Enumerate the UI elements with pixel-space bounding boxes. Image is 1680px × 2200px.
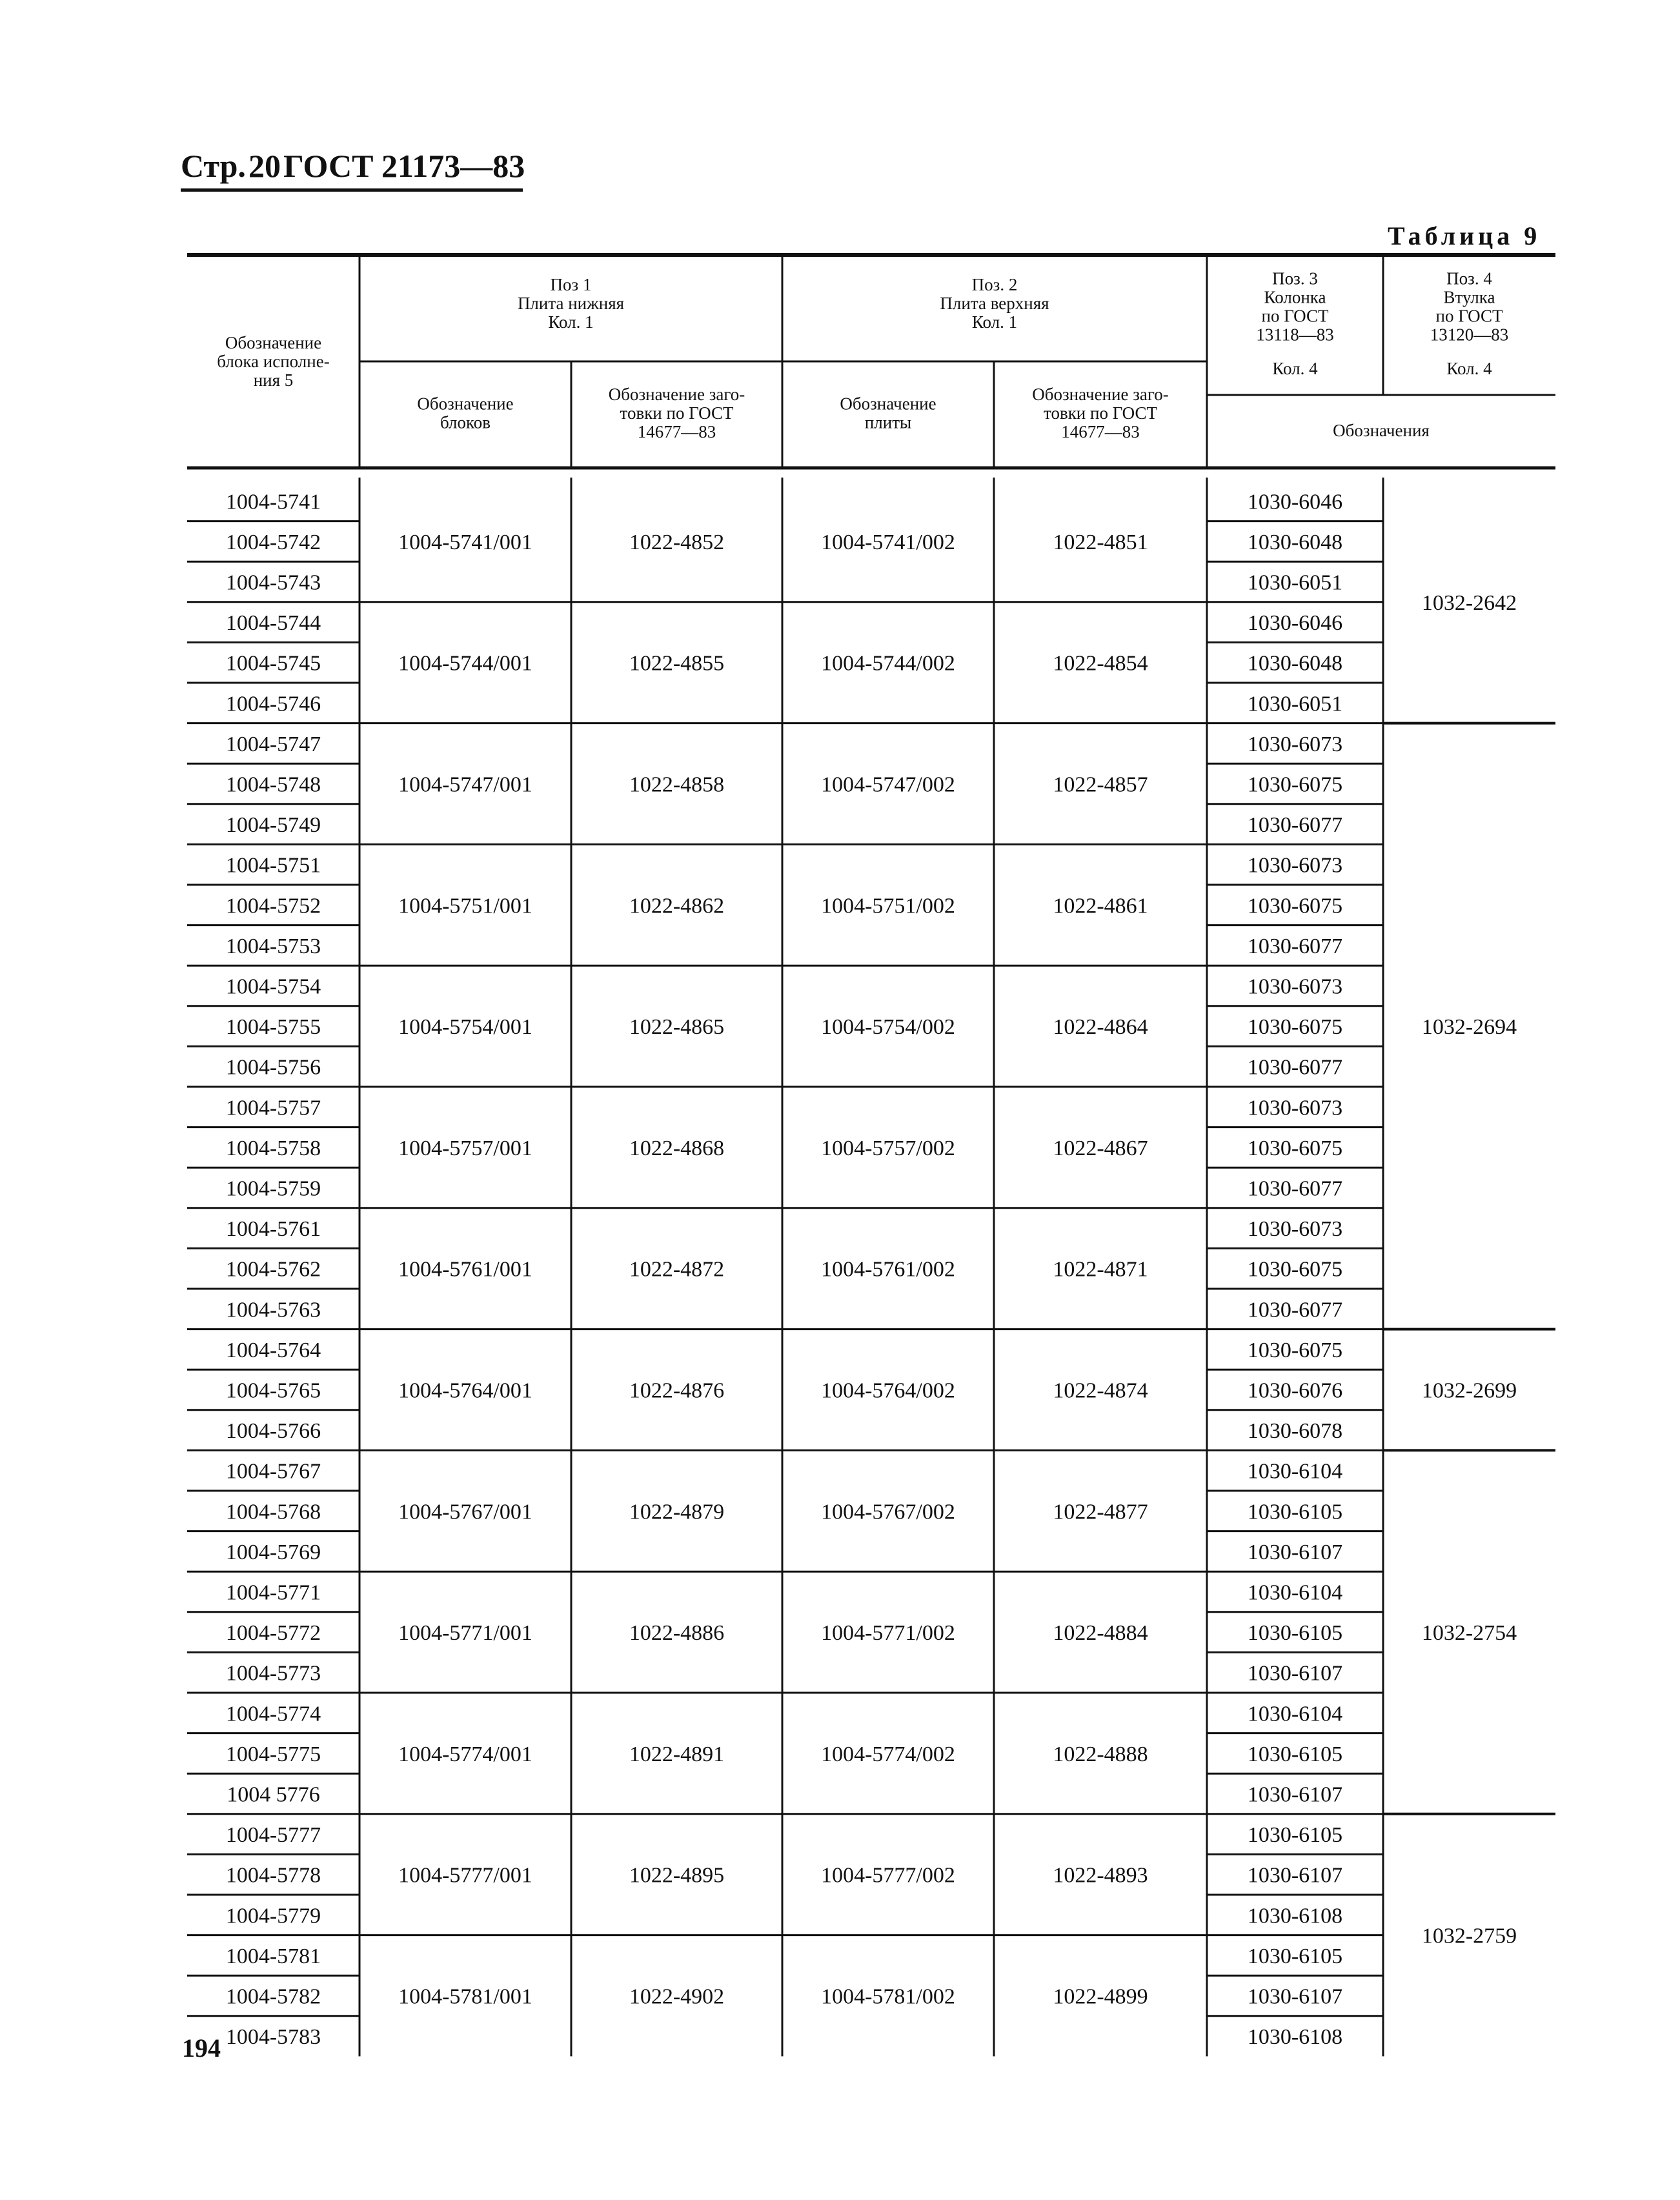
page-num-inline: 20 xyxy=(248,148,281,184)
column-designation: 1030-6051 xyxy=(1247,570,1343,595)
block-designation: 1004-5772 xyxy=(225,1621,321,1646)
blank1-designation: 1022-4872 xyxy=(629,1257,725,1282)
column-designation: 1030-6075 xyxy=(1247,1136,1343,1160)
block-designation: 1004-5755 xyxy=(225,1015,321,1040)
column-designation: 1030-6105 xyxy=(1247,1823,1343,1848)
plate-designation: 1004-5774/002 xyxy=(821,1742,955,1766)
block-designation: 1004-5742 xyxy=(225,530,321,554)
header-pos2: Кол. 1 xyxy=(971,312,1018,332)
blocks-designation: 1004-5761/001 xyxy=(398,1257,532,1282)
block-designation: 1004-5781 xyxy=(225,1944,321,1968)
column-designation: 1030-6107 xyxy=(1247,1782,1343,1807)
block-designation: 1004-5761 xyxy=(225,1217,321,1242)
header-pos1: Кол. 1 xyxy=(548,312,594,332)
header-pos2: Поз. 2 xyxy=(971,275,1018,294)
block-designation: 1004-5783 xyxy=(225,2025,321,2050)
plate-designation: 1004-5761/002 xyxy=(821,1257,955,1282)
header-blank2: товки по ГОСТ xyxy=(1044,403,1157,423)
column-designation: 1030-6073 xyxy=(1247,853,1343,878)
blank2-designation: 1022-4867 xyxy=(1053,1136,1148,1160)
block-designation: 1004-5756 xyxy=(225,1055,321,1080)
blocks-designation: 1004-5777/001 xyxy=(398,1863,532,1888)
block-designation: 1004-5763 xyxy=(225,1298,321,1322)
plate-designation: 1004-5777/002 xyxy=(821,1863,955,1888)
column-designation: 1030-6077 xyxy=(1247,1055,1343,1080)
blocks-designation: 1004-5751/001 xyxy=(398,894,532,918)
header-blank2: 14677—83 xyxy=(1061,422,1140,441)
block-designation: 1004-5774 xyxy=(225,1702,321,1726)
header-blank2: Обозначение заго- xyxy=(1032,385,1169,404)
blank2-designation: 1022-4854 xyxy=(1053,651,1148,676)
column-designation: 1030-6105 xyxy=(1247,1742,1343,1766)
blank1-designation: 1022-4855 xyxy=(629,651,725,676)
header-pos3: Поз. 3 xyxy=(1272,268,1318,288)
plate-designation: 1004-5781/002 xyxy=(821,1984,955,2009)
column-designation: 1030-6104 xyxy=(1247,1702,1343,1726)
block-designation: 1004-5778 xyxy=(225,1863,321,1888)
block-designation: 1004-5771 xyxy=(225,1580,321,1605)
header-blocks: блоков xyxy=(440,412,491,432)
plate-designation: 1004-5751/002 xyxy=(821,894,955,918)
page-prefix: Стр. xyxy=(181,148,246,184)
bushing-designation: 1032-2699 xyxy=(1421,1378,1517,1403)
column-designation: 1030-6107 xyxy=(1247,1863,1343,1888)
block-designation: 1004-5748 xyxy=(225,772,321,797)
block-designation: 1004-5754 xyxy=(225,974,321,999)
blank1-designation: 1022-4902 xyxy=(629,1984,725,2009)
block-designation: 1004-5768 xyxy=(225,1500,321,1524)
column-designation: 1030-6051 xyxy=(1247,692,1343,716)
blank1-designation: 1022-4895 xyxy=(629,1863,725,1888)
column-designation: 1030-6105 xyxy=(1247,1500,1343,1524)
block-designation: 1004-5765 xyxy=(225,1378,321,1403)
blank1-designation: 1022-4886 xyxy=(629,1621,725,1646)
column-designation: 1030-6078 xyxy=(1247,1419,1343,1444)
bushing-designation: 1032-2759 xyxy=(1421,1924,1517,1948)
plate-designation: 1004-5767/002 xyxy=(821,1500,955,1524)
column-designation: 1030-6046 xyxy=(1247,611,1343,636)
column-designation: 1030-6075 xyxy=(1247,1015,1343,1040)
block-designation: 1004-5764 xyxy=(225,1338,321,1362)
header-plate: плиты xyxy=(864,412,912,432)
column-designation: 1030-6075 xyxy=(1247,1338,1343,1362)
header-pos4: 13120—83 xyxy=(1430,325,1509,345)
plate-designation: 1004-5741/002 xyxy=(821,530,955,554)
blank1-designation: 1022-4858 xyxy=(629,772,725,797)
header-pos4: Поз. 4 xyxy=(1446,268,1492,288)
block-designation: 1004-5751 xyxy=(225,853,321,878)
column-designation: 1030-6108 xyxy=(1247,1904,1343,1928)
column-designation: 1030-6105 xyxy=(1247,1621,1343,1646)
block-designation: 1004-5759 xyxy=(225,1176,321,1201)
header-pos4: по ГОСТ xyxy=(1435,306,1503,326)
blank2-designation: 1022-4851 xyxy=(1053,530,1148,554)
blocks-designation: 1004-5757/001 xyxy=(398,1136,532,1160)
header-blocks: Обозначение xyxy=(417,394,514,414)
block-designation: 1004-5769 xyxy=(225,1540,321,1564)
header-pos3: 13118—83 xyxy=(1256,325,1334,345)
header-pos3: по ГОСТ xyxy=(1261,306,1329,326)
column-designation: 1030-6073 xyxy=(1247,974,1343,999)
block-designation: 1004-5762 xyxy=(225,1257,321,1282)
column-designation: 1030-6075 xyxy=(1247,772,1343,797)
column-designation: 1030-6077 xyxy=(1247,934,1343,958)
block-designation: 1004-5779 xyxy=(225,1904,321,1928)
blocks-designation: 1004-5744/001 xyxy=(398,651,532,676)
block-designation: 1004-5743 xyxy=(225,570,321,595)
header-block-designation: ния 5 xyxy=(253,370,294,390)
plate-designation: 1004-5744/002 xyxy=(821,651,955,676)
blocks-designation: 1004-5764/001 xyxy=(398,1378,532,1403)
header-pos3: Колонка xyxy=(1264,287,1326,307)
header-blank1: Обозначение заго- xyxy=(608,385,745,404)
header-block-designation: блока исполне- xyxy=(217,352,330,371)
column-designation: 1030-6073 xyxy=(1247,1217,1343,1242)
standard-number: ГОСТ 21173—83 xyxy=(283,148,525,184)
bushing-designation: 1032-2642 xyxy=(1421,590,1517,615)
column-designation: 1030-6077 xyxy=(1247,1298,1343,1322)
block-designation: 1004-5744 xyxy=(225,611,321,636)
page-number: 194 xyxy=(182,2033,221,2063)
blank2-designation: 1022-4857 xyxy=(1053,772,1148,797)
header-block-designation: Обозначение xyxy=(225,333,322,352)
column-designation: 1030-6075 xyxy=(1247,894,1343,918)
bushing-designation: 1032-2754 xyxy=(1421,1621,1517,1646)
blank1-designation: 1022-4865 xyxy=(629,1015,725,1040)
table-label: Таблица 9 xyxy=(1388,221,1541,250)
header-pos4-qty: Кол. 4 xyxy=(1446,359,1492,378)
block-designation: 1004-5782 xyxy=(225,1984,321,2009)
block-designation: 1004-5746 xyxy=(225,692,321,716)
block-designation: 1004-5757 xyxy=(225,1096,321,1120)
header-blank1: 14677—83 xyxy=(637,422,716,441)
column-designation: 1030-6104 xyxy=(1247,1580,1343,1605)
block-designation: 1004-5752 xyxy=(225,894,321,918)
blocks-designation: 1004-5781/001 xyxy=(398,1984,532,2009)
blank1-designation: 1022-4852 xyxy=(629,530,725,554)
block-designation: 1004-5767 xyxy=(225,1459,321,1484)
column-designation: 1030-6107 xyxy=(1247,1540,1343,1564)
column-designation: 1030-6107 xyxy=(1247,1984,1343,2009)
blocks-designation: 1004-5774/001 xyxy=(398,1742,532,1766)
block-designation: 1004-5747 xyxy=(225,732,321,756)
blank2-designation: 1022-4884 xyxy=(1053,1621,1148,1646)
blank1-designation: 1022-4862 xyxy=(629,894,725,918)
block-designation: 1004-5773 xyxy=(225,1661,321,1686)
column-designation: 1030-6048 xyxy=(1247,651,1343,676)
column-designation: 1030-6073 xyxy=(1247,732,1343,756)
column-designation: 1030-6107 xyxy=(1247,1661,1343,1686)
block-designation: 1004-5766 xyxy=(225,1419,321,1444)
blank2-designation: 1022-4874 xyxy=(1053,1378,1148,1403)
plate-designation: 1004-5764/002 xyxy=(821,1378,955,1403)
blank1-designation: 1022-4891 xyxy=(629,1742,725,1766)
header-pos3-qty: Кол. 4 xyxy=(1272,359,1318,378)
column-designation: 1030-6073 xyxy=(1247,1096,1343,1120)
column-designation: 1030-6105 xyxy=(1247,1944,1343,1968)
blank2-designation: 1022-4861 xyxy=(1053,894,1148,918)
block-designation: 1004-5777 xyxy=(225,1823,321,1848)
blank2-designation: 1022-4888 xyxy=(1053,1742,1148,1766)
block-designation: 1004-5745 xyxy=(225,651,321,676)
header-pos1: Плита нижняя xyxy=(517,294,625,313)
blank2-designation: 1022-4893 xyxy=(1053,1863,1148,1888)
header-pos4: Втулка xyxy=(1443,287,1495,307)
column-designation: 1030-6075 xyxy=(1247,1257,1343,1282)
header-blank1: товки по ГОСТ xyxy=(620,403,734,423)
block-designation: 1004-5749 xyxy=(225,813,321,838)
blank2-designation: 1022-4899 xyxy=(1053,1984,1148,2009)
block-designation: 1004 5776 xyxy=(227,1782,320,1807)
column-designation: 1030-6108 xyxy=(1247,2025,1343,2050)
blank1-designation: 1022-4879 xyxy=(629,1500,725,1524)
plate-designation: 1004-5771/002 xyxy=(821,1621,955,1646)
bushing-designation: 1032-2694 xyxy=(1421,1015,1517,1040)
block-designation: 1004-5775 xyxy=(225,1742,321,1766)
blank1-designation: 1022-4868 xyxy=(629,1136,725,1160)
blocks-designation: 1004-5747/001 xyxy=(398,772,532,797)
plate-designation: 1004-5747/002 xyxy=(821,772,955,797)
block-designation: 1004-5741 xyxy=(225,490,321,514)
column-designation: 1030-6076 xyxy=(1247,1378,1343,1403)
blocks-designation: 1004-5771/001 xyxy=(398,1621,532,1646)
header-pos2: Плита верхняя xyxy=(940,294,1049,313)
blank1-designation: 1022-4876 xyxy=(629,1378,725,1403)
blank2-designation: 1022-4877 xyxy=(1053,1500,1148,1524)
header-plate: Обозначение xyxy=(840,394,936,414)
column-designation: 1030-6046 xyxy=(1247,490,1343,514)
blank2-designation: 1022-4864 xyxy=(1053,1015,1148,1040)
plate-designation: 1004-5754/002 xyxy=(821,1015,955,1040)
blocks-designation: 1004-5741/001 xyxy=(398,530,532,554)
column-designation: 1030-6077 xyxy=(1247,1176,1343,1201)
column-designation: 1030-6104 xyxy=(1247,1459,1343,1484)
plate-designation: 1004-5757/002 xyxy=(821,1136,955,1160)
header-pos1: Поз 1 xyxy=(550,275,592,294)
block-designation: 1004-5758 xyxy=(225,1136,321,1160)
blocks-designation: 1004-5767/001 xyxy=(398,1500,532,1524)
block-designation: 1004-5753 xyxy=(225,934,321,958)
header-designations: Обозначения xyxy=(1333,421,1430,440)
blocks-designation: 1004-5754/001 xyxy=(398,1015,532,1040)
column-designation: 1030-6077 xyxy=(1247,813,1343,838)
column-designation: 1030-6048 xyxy=(1247,530,1343,554)
blank2-designation: 1022-4871 xyxy=(1053,1257,1148,1282)
